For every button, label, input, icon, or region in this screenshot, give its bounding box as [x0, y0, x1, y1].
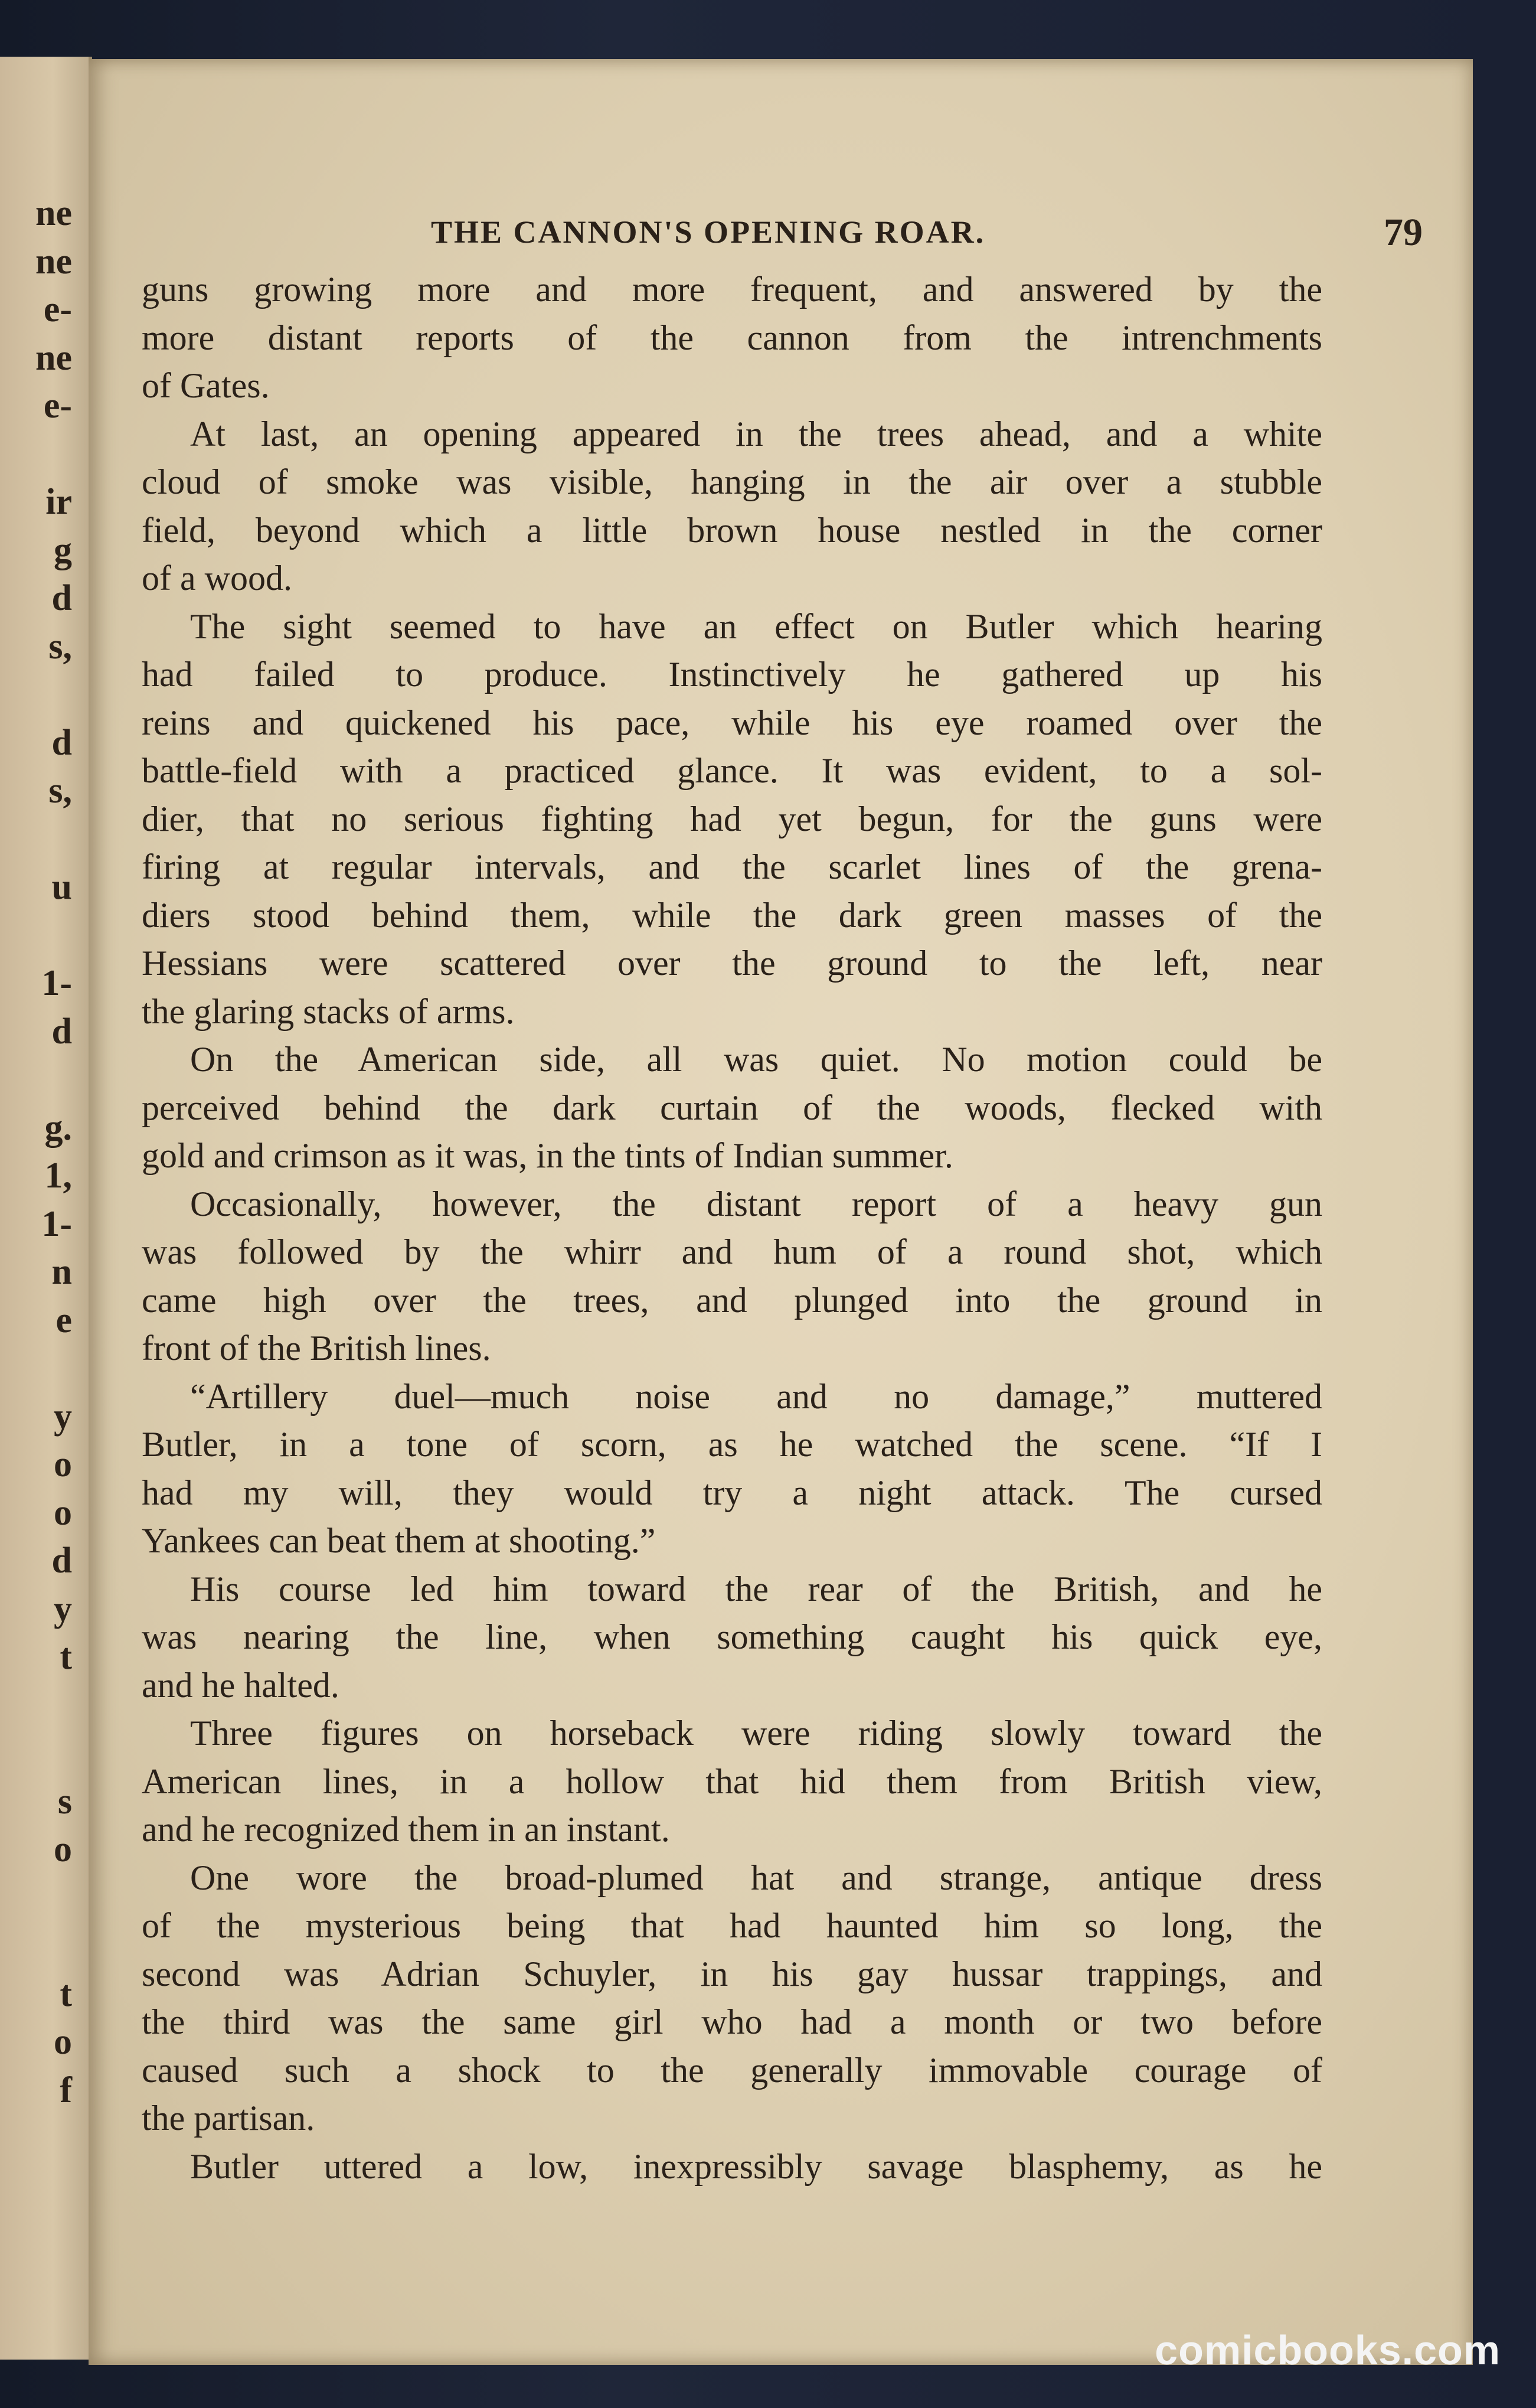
text-line: reins and quickened his pace, while his eye roamed over the [142, 703, 1322, 742]
facing-page-fragment: e [55, 1300, 72, 1340]
facing-page-fragment: n [51, 1252, 72, 1292]
text-line: front of the British lines. [142, 1329, 491, 1368]
facing-page-fragment: ne [35, 337, 72, 378]
text-line: and he halted. [142, 1665, 339, 1705]
text-line: had my will, they would try a night attack. The cursed [142, 1473, 1322, 1512]
facing-page-fragment: ir [45, 482, 72, 522]
facing-page-fragment: o [54, 1829, 72, 1869]
facing-page-fragment: y [54, 1588, 72, 1629]
text-line: was followed by the whirr and hum of a round shot, which [142, 1232, 1322, 1271]
facing-page-fragment: d [51, 578, 72, 618]
text-line: of Gates. [142, 366, 270, 405]
text-line: of the mysterious being that had haunted him so long, the [142, 1906, 1322, 1945]
facing-page-fragment: ne [35, 241, 72, 282]
text-line: the partisan. [142, 2099, 315, 2138]
text-line: American lines, in a hollow that hid them from British view, [142, 1761, 1322, 1801]
facing-page-fragment: o [54, 2022, 72, 2062]
text-line: caused such a shock to the generally immovable courage of [142, 2050, 1322, 2090]
facing-page-fragment: f [60, 2070, 72, 2110]
facing-page-fragment: e- [43, 289, 72, 329]
text-line: Occasionally, however, the distant report of a heavy gun [190, 1184, 1322, 1223]
facing-page-fragment: t [60, 1973, 72, 2014]
text-line: cloud of smoke was visible, hanging in the air over a stubble [142, 462, 1322, 501]
facing-page-fragment: 1, [44, 1156, 72, 1196]
body-text [142, 266, 1322, 2191]
facing-page-fragment: s, [48, 626, 72, 667]
facing-page-fragment: d [51, 1541, 72, 1581]
text-line: dier, that no serious fighting had yet begun, for the guns were [142, 799, 1322, 838]
facing-page-fragment: g [54, 530, 72, 570]
facing-page-fragment: d [51, 722, 72, 763]
text-line: “Artillery duel—much noise and no damage,” muttered [190, 1376, 1322, 1416]
text-line: gold and crimson as it was, in the tints of Indian summer. [142, 1136, 953, 1175]
facing-page-fragment: o [54, 1492, 72, 1533]
page-number: 79 [1384, 211, 1423, 254]
text-line: firing at regular intervals, and the scarlet lines of the grena- [142, 847, 1322, 886]
text-line: Butler, in a tone of scorn, as he watched the scene. “If I [142, 1425, 1322, 1464]
text-line: second was Adrian Schuyler, in his gay hussar trappings, and [142, 1954, 1322, 1993]
facing-page-fragment: s [57, 1781, 72, 1822]
text-line: of a wood. [142, 559, 292, 598]
page-header [431, 211, 1423, 273]
facing-page-fragment: s, [48, 771, 72, 811]
facing-page-fragment: t [60, 1637, 72, 1677]
book-page [89, 59, 1473, 2365]
text-line: On the American side, all was quiet. No motion could be [190, 1040, 1322, 1079]
text-line: At last, an opening appeared in the trees ahead, and a white [190, 414, 1322, 453]
text-line: battle-field with a practiced glance. It was evident, to a sol- [142, 751, 1322, 790]
text-line: Yankees can beat them at shooting.” [142, 1521, 656, 1560]
running-title: THE CANNON'S OPENING ROAR. [431, 214, 986, 250]
text-line: was nearing the line, when something caught his quick eye, [142, 1617, 1322, 1656]
text-line: field, beyond which a little brown house nestled in the corner [142, 510, 1322, 550]
text-line: perceived behind the dark curtain of the woods, flecked with [142, 1088, 1322, 1127]
facing-page-fragment: e- [43, 386, 72, 426]
text-line: the third was the same girl who had a month or two before [142, 2002, 1322, 2041]
facing-page-fragment: 1- [41, 1203, 72, 1244]
facing-page-fragment: 1- [41, 963, 72, 1003]
text-line: Three figures on horseback were riding slowly toward the [190, 1714, 1322, 1753]
text-line: diers stood behind them, while the dark green masses of the [142, 895, 1322, 935]
text-line: The sight seemed to have an effect on Butler which hearing [190, 606, 1322, 646]
text-line: One wore the broad-plumed hat and strange, antique dress [190, 1858, 1322, 1897]
text-line: the glaring stacks of arms. [142, 991, 515, 1031]
text-line: His course led him toward the rear of the British, and he [190, 1569, 1322, 1608]
text-line: had failed to produce. Instinctively he gathered up his [142, 655, 1322, 694]
watermark-text: comicbooks.com [1155, 2327, 1501, 2373]
text-line: Hessians were scattered over the ground to the left, near [142, 944, 1322, 983]
facing-page-fragment: g. [44, 1107, 72, 1148]
facing-page-fragment: y [54, 1396, 72, 1437]
facing-page-fragment: ne [35, 193, 72, 233]
text-line: and he recognized them in an instant. [142, 1810, 670, 1849]
facing-page-fragment: o [54, 1444, 72, 1484]
text-line: more distant reports of the cannon from the intrenchments [142, 318, 1322, 357]
facing-page-fragment: d [51, 1011, 72, 1052]
facing-page-fragment: u [51, 867, 72, 907]
facing-page-edge [0, 57, 92, 2360]
text-line: guns growing more and more frequent, and answered by the [142, 270, 1322, 309]
text-line: Butler uttered a low, inexpressibly savage blasphemy, as he [190, 2146, 1322, 2186]
text-line: came high over the trees, and plunged into the ground in [142, 1280, 1322, 1320]
